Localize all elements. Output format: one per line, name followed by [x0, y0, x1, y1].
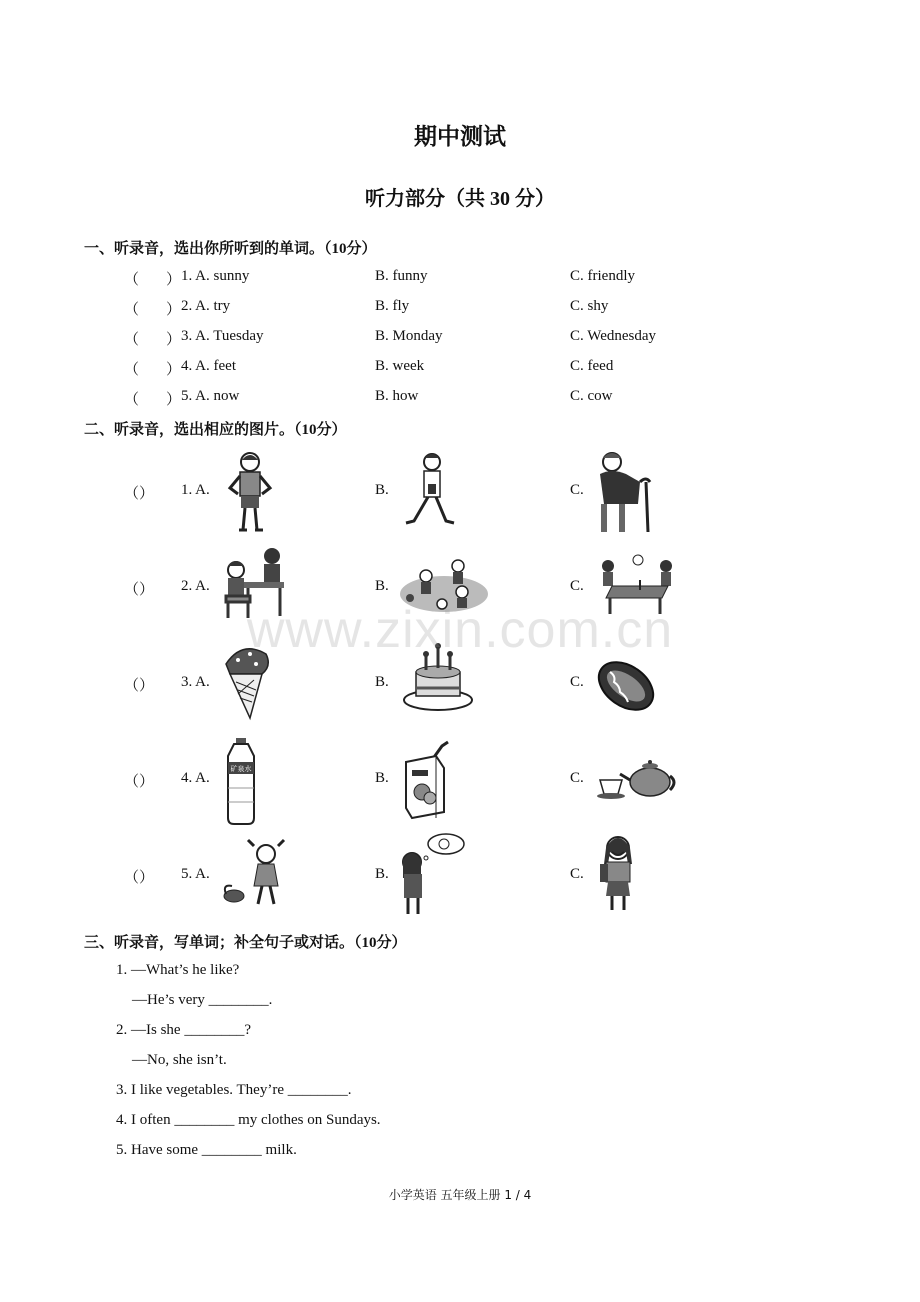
- option-c: C. feed: [570, 358, 614, 374]
- fill-in-line: 1. —What’s he like?: [116, 962, 240, 978]
- option-c-label: C.: [570, 674, 584, 690]
- option-c: C. cow: [570, 388, 613, 404]
- page-title: 期中测试: [414, 124, 506, 149]
- option-a: 4. A. feet: [181, 358, 236, 374]
- picture-question-row: [0, 834, 920, 924]
- picture-question-row: [0, 738, 920, 828]
- water-bottle-icon[interactable]: [218, 738, 308, 826]
- option-c: C. Wednesday: [570, 328, 657, 344]
- question-row: （ ） 4. A. feet B. week C. feed: [124, 358, 614, 378]
- happy-girl-icon[interactable]: [594, 834, 684, 922]
- option-b-label: B.: [375, 578, 389, 594]
- option-b: B. week: [375, 358, 425, 374]
- page-footer: 小学英语 五年级上册 1 / 4: [388, 1188, 532, 1202]
- question-row: （ ） 5. A. now B. how C. cow: [124, 388, 613, 408]
- fill-in-line[interactable]: 5. Have some ________ milk.: [116, 1142, 297, 1158]
- option-b-label: B.: [375, 674, 389, 690]
- answer-blank[interactable]: （）: [124, 582, 155, 598]
- fill-in-line[interactable]: 3. I like vegetables. They’re ________.: [116, 1082, 352, 1098]
- option-a: 3. A. Tuesday: [181, 328, 264, 344]
- option-c-label: C.: [570, 482, 584, 498]
- fill-in-line[interactable]: 2. —Is she ________?: [116, 1022, 251, 1038]
- hungry-girl-icon[interactable]: [398, 834, 488, 922]
- old-man-with-cane-icon[interactable]: [590, 450, 680, 538]
- answer-blank[interactable]: （）: [124, 774, 155, 790]
- option-a-label: 3. A.: [181, 674, 210, 690]
- option-a: 5. A. now: [181, 388, 240, 404]
- option-b: B. how: [375, 388, 419, 404]
- scared-girl-icon[interactable]: [218, 834, 308, 922]
- option-b: B. funny: [375, 268, 428, 284]
- question-row: （ ） 1. A. sunny B. funny C. friendly: [124, 268, 635, 288]
- section-2-heading: 二、听录音，选出相应的图片。（10分）: [84, 422, 347, 438]
- answer-blank[interactable]: （）: [124, 486, 155, 502]
- answer-blank[interactable]: （）: [124, 870, 155, 886]
- option-c-label: C.: [570, 866, 584, 882]
- option-b-label: B.: [375, 482, 389, 498]
- fill-in-line[interactable]: —He’s very ________.: [132, 992, 273, 1008]
- option-b: B. Monday: [375, 328, 443, 344]
- option-a-label: 1. A.: [181, 482, 210, 498]
- section-1-heading: 一、听录音，选出你所听到的单词。（10分）: [84, 241, 377, 257]
- watermark: www.zixin.com.cn: [246, 601, 674, 659]
- answer-blank[interactable]: （）: [124, 678, 155, 694]
- option-b-label: B.: [375, 770, 389, 786]
- option-c-label: C.: [570, 578, 584, 594]
- fill-in-line[interactable]: 4. I often ________ my clothes on Sundays.: [116, 1112, 381, 1128]
- option-a: 2. A. try: [181, 298, 231, 314]
- thin-man-icon[interactable]: [218, 450, 308, 538]
- option-c: C. friendly: [570, 268, 635, 284]
- option-a: 1. A. sunny: [181, 268, 250, 284]
- bottle-label: 矿泉水: [230, 765, 252, 773]
- question-row: （ ） 2. A. try B. fly C. shy: [124, 298, 609, 318]
- option-c: C. shy: [570, 298, 609, 314]
- option-a-label: 2. A.: [181, 578, 210, 594]
- option-c-label: C.: [570, 770, 584, 786]
- section-3-heading: 三、听录音，写单词；补全句子或对话。（10分）: [84, 935, 407, 951]
- page-subtitle: 听力部分（共 30 分）: [365, 188, 555, 210]
- fill-in-line: —No, she isn’t.: [132, 1052, 227, 1068]
- teapot-icon[interactable]: [594, 738, 684, 826]
- option-a-label: 5. A.: [181, 866, 210, 882]
- option-b: B. fly: [375, 298, 410, 314]
- picture-question-row: [0, 450, 920, 540]
- option-a-label: 4. A.: [181, 770, 210, 786]
- option-b-label: B.: [375, 866, 389, 882]
- question-row: （ ） 3. A. Tuesday B. Monday C. Wednesday: [124, 328, 657, 348]
- juice-box-icon[interactable]: [402, 738, 492, 826]
- walking-man-icon[interactable]: [398, 450, 488, 538]
